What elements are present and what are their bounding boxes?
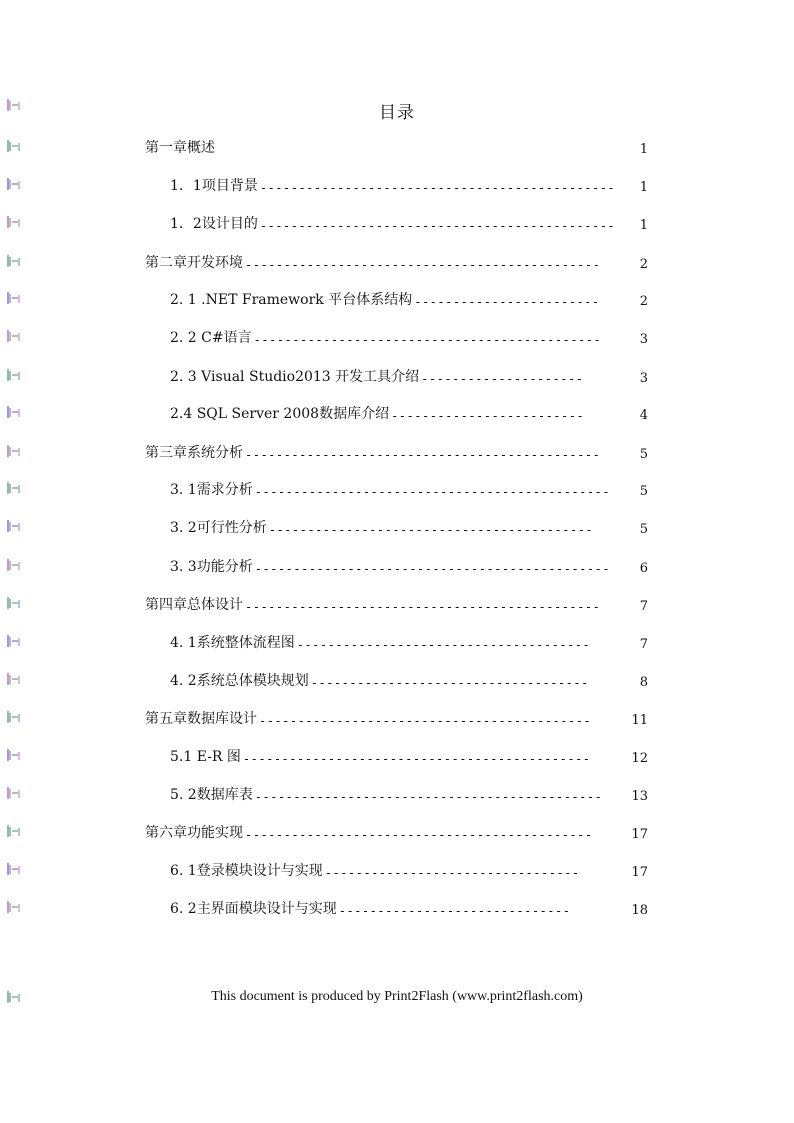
margin-artifact-icon <box>4 481 22 495</box>
toc-entry-leader: ------------------------------------------ <box>268 523 594 537</box>
margin-artifact-icon <box>4 405 22 419</box>
toc-entry-label: 第三章系统分析 <box>145 445 243 461</box>
margin-artifact-icon <box>4 98 22 112</box>
toc-entry-leader: --------------------------------------------- <box>242 752 591 766</box>
toc-entry[interactable] <box>145 440 648 462</box>
toc-entry-leader: ---------------------------------------------- <box>254 562 611 576</box>
toc-entry-page: 3 <box>639 332 648 347</box>
toc-entry-leader: -------------------------------------- <box>296 638 591 652</box>
toc-entry[interactable] <box>170 630 648 652</box>
toc-entry-page: 13 <box>631 789 648 804</box>
toc-entry[interactable] <box>170 477 648 499</box>
toc-entry-page: 12 <box>631 751 648 766</box>
toc-entry-leader: ---------------------------------------------- <box>245 448 601 462</box>
toc-entry-page: 3 <box>639 371 648 386</box>
toc-entry-leader: ---------------------------------------------- <box>245 258 601 272</box>
toc-entry-page: 6 <box>639 561 648 576</box>
toc-entry-label: 2. 1 .NET Framework 平台体系结构 <box>170 292 413 308</box>
toc-entry-label: 3. 3功能分析 <box>170 559 253 575</box>
toc-entry-page: 7 <box>639 599 648 614</box>
toc-entry-leader: --------------------------------- <box>324 866 580 880</box>
toc-entry-label: 4. 1系统整体流程图 <box>170 635 295 651</box>
toc-entry-page: 5 <box>639 447 648 462</box>
toc-entry-page: 8 <box>639 675 648 690</box>
toc-entry-label: 3. 1需求分析 <box>170 482 253 498</box>
toc-entry[interactable] <box>170 554 648 576</box>
toc-entry-page: 7 <box>639 637 648 652</box>
margin-artifact-icon <box>4 444 22 458</box>
margin-artifact-icon <box>4 596 22 610</box>
toc-entry-label: 2. 2 C#语言 <box>170 330 252 346</box>
margin-artifact-icon <box>4 634 22 648</box>
toc-entry-page: 5 <box>639 484 648 499</box>
margin-artifact-icon <box>4 862 22 876</box>
toc-entry-page: 1 <box>639 218 648 233</box>
margin-artifact-icon <box>4 786 22 800</box>
toc-entry-leader: ------------------------------------------- <box>259 714 592 728</box>
toc-entry-page: 5 <box>639 522 648 537</box>
toc-entry[interactable] <box>170 515 648 537</box>
toc-entry-label: 1．2设计目的 <box>170 216 258 232</box>
toc-title: 目录 <box>379 103 415 123</box>
toc-entry-label: 6. 1登录模块设计与实现 <box>170 863 323 879</box>
toc-entry-page: 1 <box>639 180 648 195</box>
toc-entry[interactable] <box>170 782 648 804</box>
toc-entry[interactable] <box>170 401 648 423</box>
toc-entry-page: 17 <box>631 827 648 842</box>
toc-entry-leader: ------------------------------------ <box>310 676 589 690</box>
toc-entry-page: 18 <box>631 903 648 918</box>
toc-entry-label: 4. 2系统总体模块规划 <box>170 673 309 689</box>
toc-entry-leader: ---------------------------------------------- <box>254 485 611 499</box>
toc-entry-label: 第五章数据库设计 <box>145 711 257 727</box>
toc-entry-page: 4 <box>639 408 648 423</box>
toc-entry-page: 1 <box>639 142 648 157</box>
toc-entry[interactable] <box>170 287 648 309</box>
toc-entry-leader: ---------------------------------------------- <box>259 181 616 195</box>
toc-entry-leader: --------------------------------------------- <box>245 828 593 842</box>
toc-entry[interactable] <box>170 211 648 233</box>
toc-entry-leader: --------------------------------------------- <box>253 333 602 347</box>
toc-entry-leader: --------------------------------------------- <box>254 790 603 804</box>
margin-artifact-icon <box>4 329 22 343</box>
toc-entry[interactable] <box>170 364 648 386</box>
toc-entry-label: 2.4 SQL Server 2008数据库介绍 <box>170 406 390 422</box>
margin-artifact-icon <box>4 519 22 533</box>
toc-entry[interactable] <box>145 820 648 842</box>
toc-entry-leader: --------------------- <box>421 372 584 386</box>
toc-entry[interactable] <box>170 325 648 347</box>
margin-artifact-icon <box>4 748 22 762</box>
toc-entry-label: 2. 3 Visual Studio2013 开发工具介绍 <box>170 369 420 385</box>
toc-entry-label: 3. 2可行性分析 <box>170 520 267 536</box>
toc-entry-label: 5.1 E-R 图 <box>170 749 241 765</box>
margin-marks <box>4 0 28 1123</box>
toc-entry[interactable] <box>145 706 648 728</box>
toc-entry[interactable] <box>145 250 648 272</box>
toc-entry-label: 5. 2数据库表 <box>170 787 253 803</box>
toc-entry-page: 2 <box>639 294 648 309</box>
margin-artifact-icon <box>4 291 22 305</box>
margin-artifact-icon <box>4 368 22 382</box>
margin-artifact-icon <box>4 900 22 914</box>
toc-entry[interactable] <box>145 592 648 614</box>
toc-entry-leader: ------------------------------ <box>338 904 571 918</box>
margin-artifact-icon <box>4 558 22 572</box>
toc-entry[interactable] <box>145 135 648 157</box>
toc-entry[interactable] <box>170 858 648 880</box>
footer-text: This document is produced by Print2Flash (www.print2flash.com) <box>211 989 583 1004</box>
toc-entry[interactable] <box>170 896 648 918</box>
toc-entry-label: 第二章开发环境 <box>145 255 243 271</box>
margin-artifact-icon <box>4 254 22 268</box>
toc-entry-label: 6. 2主界面模块设计与实现 <box>170 901 337 917</box>
toc-entry-leader: ---------------------------------------------- <box>259 219 616 233</box>
toc-entry-label: 第六章功能实现 <box>145 825 243 841</box>
toc-entry-leader: ------------------------- <box>391 409 585 423</box>
toc-entry-page: 2 <box>639 257 648 272</box>
toc-entry[interactable] <box>170 668 648 690</box>
toc-entry-leader: ------------------------ <box>414 295 600 309</box>
toc-entry-page: 11 <box>631 713 648 728</box>
toc-entry-label: 1．1项目背景 <box>170 178 258 194</box>
toc-entry[interactable] <box>170 744 648 766</box>
toc-entry[interactable] <box>170 173 648 195</box>
margin-artifact-icon <box>4 139 22 153</box>
margin-artifact-icon <box>4 824 22 838</box>
margin-artifact-icon <box>4 672 22 686</box>
margin-artifact-icon <box>4 177 22 191</box>
toc-entry-leader: ---------------------------------------------- <box>245 600 601 614</box>
margin-artifact-icon <box>4 215 22 229</box>
margin-artifact-icon <box>4 710 22 724</box>
toc-entry-label: 第一章概述 <box>145 140 215 156</box>
toc-entry-label: 第四章总体设计 <box>145 597 243 613</box>
toc-entry-page: 17 <box>631 865 648 880</box>
